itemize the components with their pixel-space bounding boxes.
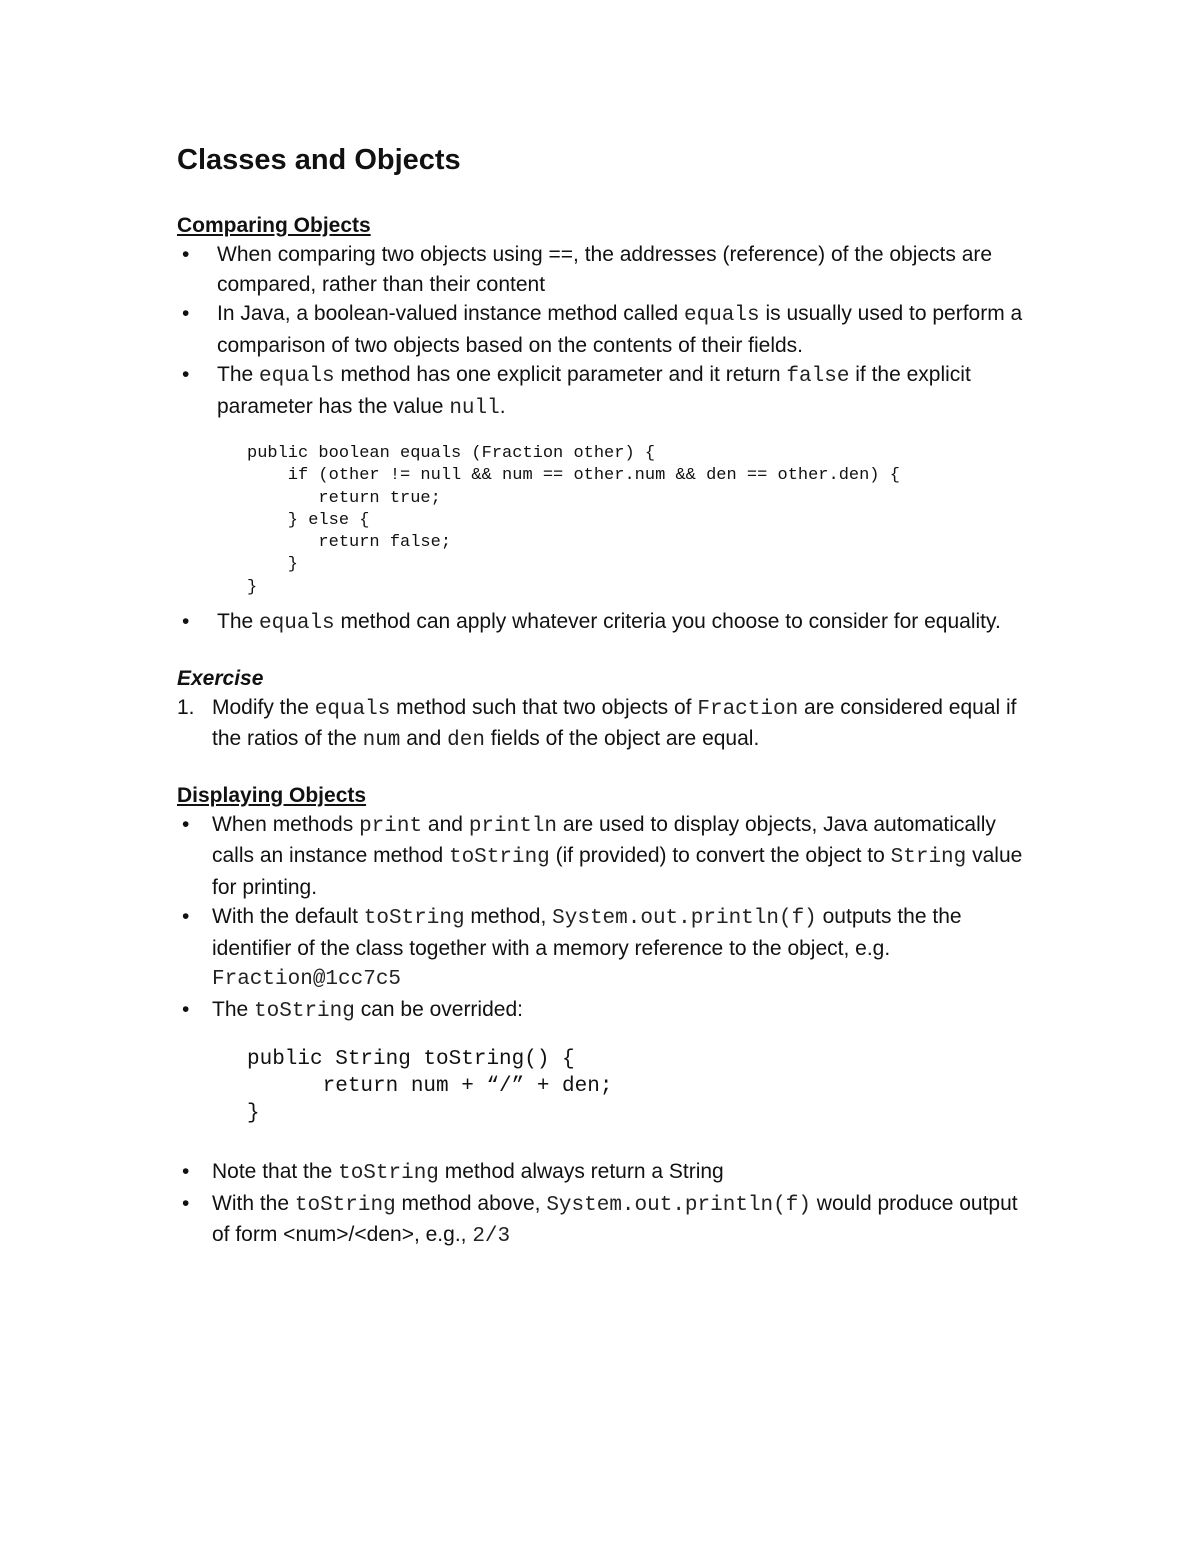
inline-code: equals	[683, 304, 760, 327]
inline-code: num	[362, 729, 401, 753]
text-run: The	[217, 610, 260, 634]
inline-code: Fraction@1cc7c5	[212, 968, 402, 992]
document-page	[177, 140, 1037, 1252]
list-item	[177, 240, 1037, 299]
inline-code: equals	[259, 612, 335, 636]
list-item	[177, 810, 1037, 903]
list-number: 1.	[177, 695, 195, 719]
inline-code: toString	[294, 1193, 396, 1217]
text-run: With the	[212, 1191, 295, 1215]
inline-code: toString	[254, 999, 355, 1023]
inline-code: toString	[448, 846, 550, 870]
inline-code: equals	[314, 697, 391, 721]
list-item	[177, 995, 1037, 1027]
list-item	[177, 902, 1037, 995]
text-run: are considered equal if the ratios of the	[212, 695, 1017, 751]
section-heading-exercise: Exercise	[177, 666, 264, 690]
section-heading-displaying: Displaying Objects	[177, 783, 367, 807]
text-run: .	[499, 394, 506, 418]
inline-code: toString	[338, 1162, 439, 1186]
list-item	[177, 1189, 1037, 1252]
text-run: method has one explicit parameter and it return	[334, 363, 787, 386]
list-item	[177, 299, 1037, 360]
inline-code: toString	[363, 907, 465, 931]
text-run: method,	[464, 905, 553, 929]
code-block-equals: public boolean equals (Fraction other) { if (other != null && num == other.num && den == other.den) { return true; } else { return false; } }	[247, 444, 900, 597]
text-run: method such that two objects of	[390, 695, 698, 719]
list-item	[177, 693, 1037, 756]
inline-code: println	[468, 814, 558, 838]
displaying-list	[177, 810, 1037, 1027]
code-block-tostring: public String toString() { return num + “/” + den; }	[247, 1048, 613, 1126]
inline-code: false	[786, 365, 850, 388]
inline-code: String	[890, 846, 967, 870]
text-run: Modify the	[212, 695, 315, 719]
text-run: value for printing.	[212, 844, 1023, 899]
page-title: Classes and Objects	[177, 144, 461, 176]
text-run: and	[400, 727, 448, 751]
text-run: Note that the	[212, 1160, 339, 1184]
text-run: and	[422, 812, 469, 836]
text-run: can be overrided:	[354, 997, 523, 1021]
inline-code: equals	[259, 365, 335, 388]
text-run: method above,	[395, 1191, 547, 1215]
comparing-list	[177, 240, 1037, 423]
inline-code: System.out.println(f)	[546, 1193, 811, 1217]
text-run: are used to display objects, Java automatically calls an instance method	[212, 812, 996, 868]
text-run: is usually used to perform a comparison of two objects based on the contents of their fields.	[217, 302, 1023, 357]
inline-code: null	[449, 396, 500, 420]
text-run: outputs the the identifier of the class together with a memory reference to the object, e.g.	[212, 905, 962, 960]
text-run: When methods	[212, 812, 360, 836]
comparing-list-2	[177, 607, 1037, 639]
text-run: method can apply whatever criteria you choose to consider for equality.	[334, 610, 1001, 634]
text-run: fields of the object are equal.	[484, 727, 760, 751]
displaying-list-2	[177, 1157, 1037, 1252]
text-run: In Java, a boolean-valued instance method called	[217, 302, 684, 325]
text-run: The	[217, 363, 260, 386]
inline-code: 2/3	[472, 1225, 511, 1249]
list-item	[177, 1157, 1037, 1189]
inline-code: den	[447, 729, 485, 753]
text-run: When comparing two objects using ==, the addresses (reference) of the objects are compared, rather than their content	[217, 243, 993, 296]
text-run: method always return a String	[438, 1160, 724, 1184]
text-run: The	[212, 997, 255, 1021]
inline-code: print	[359, 814, 423, 838]
list-item	[177, 607, 1037, 639]
text-run: (if provided) to convert the object to	[549, 844, 891, 868]
inline-code: System.out.println(f)	[552, 907, 817, 931]
inline-code: Fraction	[697, 697, 799, 721]
text-run: would produce output of form <num>/<den>, e.g.,	[212, 1191, 1018, 1247]
exercise-list	[177, 693, 1037, 756]
text-run: With the default	[212, 905, 364, 929]
list-item	[177, 360, 1037, 423]
section-heading-comparing: Comparing Objects	[177, 214, 371, 237]
text-run: if the explicit parameter has the value	[217, 363, 971, 418]
